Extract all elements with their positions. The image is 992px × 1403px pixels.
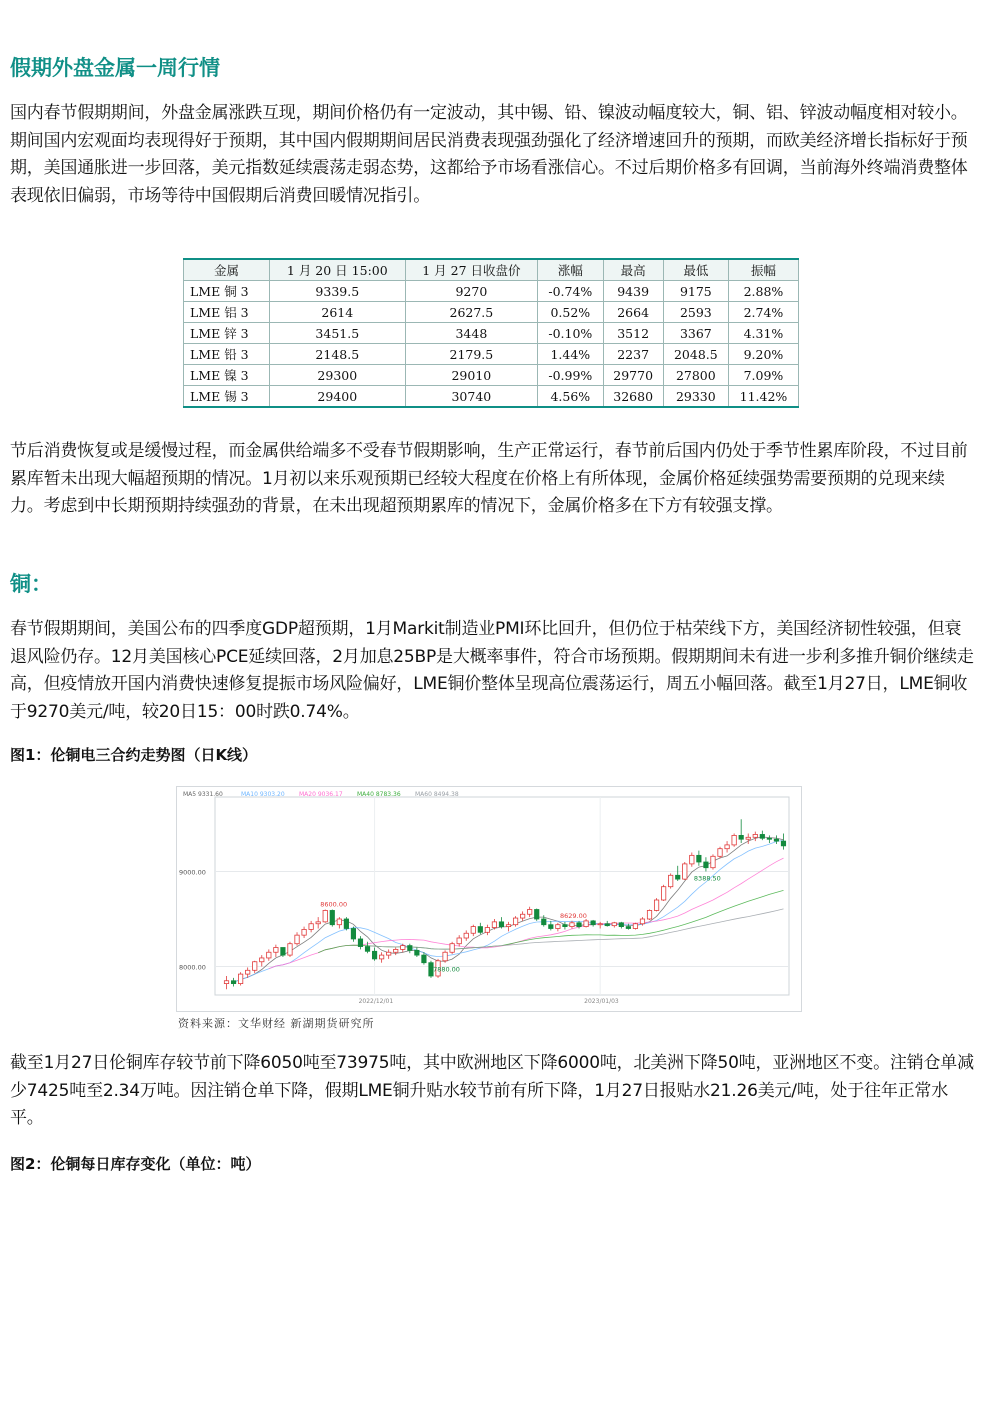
candle-body — [492, 922, 496, 928]
table-cell: 29010 — [405, 365, 538, 386]
candle-body — [443, 952, 447, 961]
metal-name-cell: LME 锡 3 — [184, 386, 270, 408]
copper-kline-chart — [176, 786, 802, 1012]
candle-body — [647, 910, 651, 919]
section-title-overseas: 假期外盘金属一周行情 — [10, 56, 220, 80]
candle-body — [513, 918, 517, 925]
candle-body — [668, 875, 672, 886]
candle-body — [365, 947, 369, 952]
table-cell: 3448 — [405, 323, 538, 344]
table-cell: 0.52% — [538, 302, 603, 323]
table-header-cell: 最低 — [663, 259, 728, 281]
table-header-row — [184, 259, 799, 281]
table-header-cell: 最高 — [603, 259, 663, 281]
table-cell: 9339.5 — [270, 281, 406, 302]
table-cell: 9.20% — [728, 344, 798, 365]
candle-body — [718, 849, 722, 857]
candle-body — [605, 924, 609, 926]
plot-frame — [215, 797, 789, 995]
candle-body — [676, 875, 680, 879]
candle-body — [732, 835, 736, 845]
table-cell: 2664 — [603, 302, 663, 323]
table-cell: 29770 — [603, 365, 663, 386]
candle-body — [619, 923, 623, 927]
candle-body — [302, 929, 306, 935]
metal-name-cell: LME 锌 3 — [184, 323, 270, 344]
candle-body — [351, 929, 355, 939]
candle-body — [753, 834, 757, 837]
table-cell: 2.88% — [728, 281, 798, 302]
candle-body — [450, 944, 454, 953]
table-cell: 11.42% — [728, 386, 798, 408]
table-cell: 1.44% — [538, 344, 603, 365]
candle-body — [781, 841, 785, 846]
candle-body — [767, 838, 771, 839]
candle-body — [323, 910, 327, 921]
candle-body — [626, 927, 630, 929]
table-cell: 7.09% — [728, 365, 798, 386]
table-row — [184, 344, 799, 365]
price-annotation: 8600.00 — [320, 900, 348, 909]
table-cell: 2627.5 — [405, 302, 538, 323]
candle-body — [295, 935, 299, 944]
table-cell: 9175 — [663, 281, 728, 302]
candle-body — [394, 949, 398, 952]
price-annotation: 8388.50 — [693, 874, 721, 883]
table-cell: 32680 — [603, 386, 663, 408]
table-body — [184, 281, 799, 408]
price-annotation: 8629.00 — [559, 911, 587, 920]
candle-body — [231, 981, 235, 984]
candle-body — [520, 914, 524, 918]
table-cell: 3451.5 — [270, 323, 406, 344]
table-cell: -0.10% — [538, 323, 603, 344]
candle-body — [267, 952, 271, 958]
candle-body — [654, 900, 658, 910]
candle-body — [704, 862, 708, 868]
candle-body — [415, 950, 419, 955]
candle-body — [683, 864, 687, 879]
table-cell: 4.56% — [538, 386, 603, 408]
figure-caption-1: 图1：伦铜电三合约走势图（日K线） — [10, 746, 258, 764]
candle-body — [542, 919, 546, 925]
metal-name-cell: LME 镍 3 — [184, 365, 270, 386]
candle-body — [711, 856, 715, 867]
candle-body — [633, 924, 637, 929]
table-cell: 2.74% — [728, 302, 798, 323]
legend-entry: MA60 8494.38 — [415, 791, 459, 798]
metal-name-cell: LME 铅 3 — [184, 344, 270, 365]
candle-body — [506, 925, 510, 927]
table-row — [184, 386, 799, 408]
x-tick-label: 2023/01/03 — [584, 998, 619, 1005]
candle-body — [457, 938, 461, 944]
candle-body — [760, 834, 764, 838]
candle-body — [464, 933, 468, 938]
table-row — [184, 302, 799, 323]
candle-body — [238, 974, 242, 984]
candle-body — [584, 921, 588, 927]
paragraph-overview: 国内春节假期期间，外盘金属涨跌互现，期间价格仍有一定波动，其中锡、铅、镍波动幅度较大，铜、铝、锌波动幅度相对较小。期间国内宏观面均表现得好于预期，其中国内假期期间居民消费表现强劲强化了经济增速回升的预期，而欧美经济增长指标好于预期，美国通胀进一步回落，美元指数延续震荡走弱态势，这都给予市场看涨信心。不过后期价格多有回调，当前海外终端消费整体表现依旧偏弱，市场等待中国假期后消费回暖情况指引。 — [10, 103, 968, 206]
table-header-cell: 金属 — [184, 259, 270, 281]
table-cell: 2237 — [603, 344, 663, 365]
candle-body — [598, 924, 602, 925]
legend-entry: MA10 9303.20 — [241, 791, 285, 798]
candle-body — [274, 948, 278, 953]
candle-body — [485, 928, 489, 933]
candle-body — [281, 948, 285, 956]
candle-body — [577, 923, 581, 927]
price-annotation: 7880.00 — [433, 965, 460, 974]
candle-body — [556, 925, 560, 929]
legend-entry: MA40 8783.36 — [357, 791, 401, 798]
metal-name-cell: LME 铜 3 — [184, 281, 270, 302]
table-cell: -0.74% — [538, 281, 603, 302]
candle-body — [535, 910, 539, 920]
candle-body — [739, 835, 743, 839]
legend-entry: MA20 9036.17 — [299, 791, 343, 798]
candle-body — [697, 855, 701, 862]
candle-body — [612, 923, 616, 926]
candle-body — [253, 962, 257, 971]
table-cell: 2148.5 — [270, 344, 406, 365]
chart-source: 资料来源：文华财经 新湖期货研究所 — [178, 1017, 375, 1030]
candle-body — [570, 923, 574, 927]
y-tick-label: 8000.00 — [179, 963, 206, 972]
table-cell: 27800 — [663, 365, 728, 386]
table-cell: 2179.5 — [405, 344, 538, 365]
candle-body — [591, 921, 595, 925]
table-cell: 9270 — [405, 281, 538, 302]
candle-body — [337, 919, 341, 925]
candle-body — [408, 946, 412, 951]
candle-body — [499, 922, 503, 927]
table-cell: 30740 — [405, 386, 538, 408]
candle-body — [563, 925, 567, 927]
figure-caption-2: 图2：伦铜每日库存变化（单位：吨） — [10, 1155, 261, 1173]
candle-body — [471, 927, 475, 934]
y-tick-label: 9000.00 — [179, 868, 206, 877]
candle-body — [690, 855, 694, 864]
candle-body — [774, 839, 778, 841]
candle-body — [260, 958, 264, 962]
candle-body — [316, 922, 320, 924]
table-header-cell: 1 月 27 日收盘价 — [405, 259, 538, 281]
candle-body — [386, 952, 390, 955]
table-row — [184, 281, 799, 302]
table-header-cell: 涨幅 — [538, 259, 603, 281]
metal-price-table — [183, 258, 799, 408]
legend-entry: MA5 9331.60 — [183, 791, 223, 798]
candle-body — [344, 919, 348, 929]
paragraph-copper-price: 春节假期期间，美国公布的四季度GDP超预期，1月Markit制造业PMI环比回升，但仍位于枯荣线下方，美国经济韧性较强，但衰退风险仍存。12月美国核心PCE延续回落，2月加息25BP是大概率事件，符合市场预期。假期期间未有进一步利多推升铜价继续走高，但疫情放开国内消费快速修复提振市场风险偏好，LME铜价整体呈现高位震荡运行，周五小幅回落。截至1月27日，LME铜收于9270美元/吨，较20日15：00时跌0.74%。 — [10, 619, 974, 722]
candle-body — [640, 919, 644, 924]
candle-body — [245, 970, 249, 974]
table-row — [184, 365, 799, 386]
candle-body — [379, 955, 383, 959]
table-cell: -0.99% — [538, 365, 603, 386]
candle-body — [422, 955, 426, 963]
table-cell: 29400 — [270, 386, 406, 408]
table-row — [184, 323, 799, 344]
table-cell: 2048.5 — [663, 344, 728, 365]
table-cell: 9439 — [603, 281, 663, 302]
candle-body — [401, 946, 405, 950]
table-cell: 3367 — [663, 323, 728, 344]
table-cell: 4.31% — [728, 323, 798, 344]
table-cell: 3512 — [603, 323, 663, 344]
section-title-copper: 铜： — [10, 572, 52, 596]
candle-body — [288, 944, 292, 955]
table-cell: 2593 — [663, 302, 728, 323]
candle-body — [527, 910, 531, 915]
candle-body — [372, 951, 376, 959]
kline-svg — [177, 787, 801, 1011]
table-cell: 29300 — [270, 365, 406, 386]
table-header-cell: 1 月 20 日 15:00 — [270, 259, 406, 281]
candle-body — [309, 924, 313, 930]
candle-body — [661, 887, 665, 900]
candle-body — [224, 981, 228, 984]
table-cell: 2614 — [270, 302, 406, 323]
candle-body — [330, 910, 334, 924]
x-tick-label: 2022/12/01 — [358, 998, 394, 1005]
candle-body — [746, 837, 750, 839]
candle-body — [358, 939, 362, 947]
metal-name-cell: LME 铝 3 — [184, 302, 270, 323]
paragraph-copper-inventory: 截至1月27日伦铜库存较节前下降6050吨至73975吨，其中欧洲地区下降6000吨，北美洲下降50吨，亚洲地区不变。注销仓单减少7425吨至2.34万吨。因注销仓单下降，假期LME铜升贴水较节前有所下降，1月27日报贴水21.26美元/吨，处于往年正常水平。 — [10, 1053, 974, 1128]
candle-body — [549, 925, 553, 929]
candle-body — [725, 845, 729, 849]
candle-body — [478, 927, 482, 933]
paragraph-outlook: 节后消费恢复或是缓慢过程，而金属供给端多不受春节假期影响，生产正常运行，春节前后国内仍处于季节性累库阶段，不过目前累库暂未出现大幅超预期的情况。1月初以来乐观预期已经较大程度在价格上有所体现，金属价格延续强势需要预期的兑现来续力。考虑到中长期预期持续强劲的背景，在未出现超预期累库的情况下，金属价格多在下方有较强支撑。 — [10, 441, 968, 516]
table-header-cell: 振幅 — [728, 259, 798, 281]
table-cell: 29330 — [663, 386, 728, 408]
